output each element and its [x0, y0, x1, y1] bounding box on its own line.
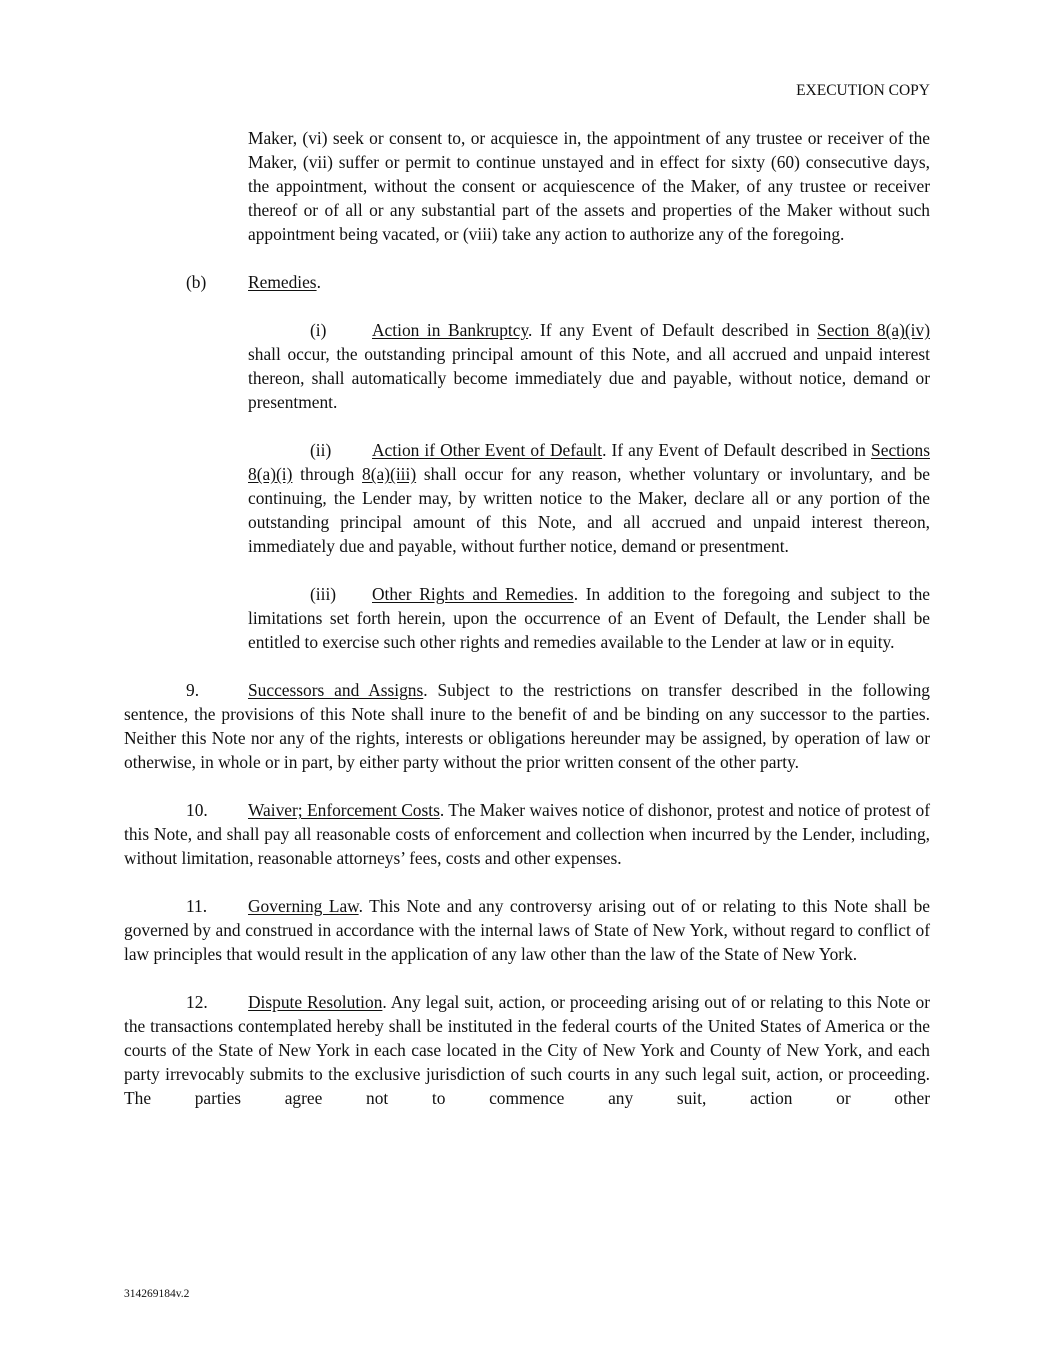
section-text: . Subject to the restrictions on transfer described in the following sentence, the provisions of this Note shall inure to the benefit of and be binding on any successor to the parties. Neither this Note nor any of the rights, interests or obligations hereunder may be assigned, by operation of law or otherwise, in whole or in part, by either party without the prior written consent of the other party. — [124, 680, 930, 772]
section-number: 11. — [186, 896, 208, 916]
remedy-text: shall occur, the outstanding principal amount of this Note, and all accrued and unpaid interest thereon, shall automatically become immediately due and payable, without notice, demand or presentment. — [248, 344, 930, 412]
section-title: Waiver; Enforcement Costs — [248, 800, 440, 820]
remedy-text: shall occur for any reason, whether voluntary or involuntary, and be continuing, the Lender may, by written notice to the Maker, declare all or any portion of the outstanding principal amount of this Note, and all accrued and unpaid interest thereon, immediately due and payable, without further notice, demand or presentment. — [248, 464, 931, 556]
remedy-marker: (iii) — [310, 584, 337, 604]
section-reference: 8(a)(iii) — [362, 464, 417, 484]
section-title: Governing Law — [248, 896, 359, 916]
remedy-title: Action in Bankruptcy — [372, 320, 529, 340]
remedy-text: . If any Event of Default described in — [602, 440, 872, 460]
section-number: 9. — [186, 680, 200, 700]
section-text: . Any legal suit, action, or proceeding arising out of or relating to this Note or the transactions contemplated hereby shall be instituted in the federal courts of the United States of America or the courts of the State of New York in each case located in the City of New York and County of New York, and each party irrevocably submits to the exclusive jurisdiction of such courts in any such legal suit, action, or proceeding. The parties agree not to commence any suit, action or other — [124, 992, 930, 1108]
document-body — [124, 126, 930, 1134]
section-b-title-suffix: . — [316, 272, 321, 292]
section-number: 10. — [186, 800, 208, 820]
document-id-footer: 314269184v.2 — [124, 1288, 190, 1300]
section-text: . The Maker waives notice of dishonor, protest and notice of protest of this Note, and shall pay all reasonable costs of enforcement and collection when incurred by the Lender, including, without limitation, reasonable attorneys’ fees, costs and other expenses. — [124, 800, 930, 868]
section-text: . This Note and any controversy arising out of or relating to this Note shall be governed by and construed in accordance with the internal laws of State of New York, without regard to conflict of law principles that would result in the application of any law other than the law of the State of New York. — [124, 896, 930, 964]
remedy-item-i — [248, 318, 930, 414]
section-12-dispute-resolution — [124, 990, 930, 1110]
section-11-governing-law — [124, 894, 930, 966]
section-reference: Section 8(a)(iv) — [817, 320, 930, 340]
remedy-text: through — [292, 464, 363, 484]
remedy-title: Action if Other Event of Default — [372, 440, 603, 460]
remedies-block — [248, 318, 930, 654]
section-title: Successors and Assigns — [248, 680, 424, 700]
section-number: 12. — [186, 992, 208, 1012]
remedy-text: . In addition to the foregoing and subject to the limitations set forth herein, upon the occurrence of an Event of Default, the Lender shall be entitled to exercise such other rights and remedies available to the Lender at law or in equity. — [248, 584, 931, 652]
section-10-waiver — [124, 798, 930, 870]
remedy-marker: (ii) — [310, 440, 332, 460]
remedy-marker: (i) — [310, 320, 327, 340]
remedy-title: Other Rights and Remedies — [372, 584, 574, 604]
section-b-heading — [186, 270, 930, 294]
execution-copy-header: EXECUTION COPY — [796, 82, 930, 99]
continuation-block — [248, 126, 930, 246]
section-b-title: Remedies — [248, 272, 317, 292]
section-b-marker: (b) — [186, 272, 207, 292]
section-reference: Sections 8(a)(i) — [248, 440, 930, 484]
continuation-paragraph: Maker, (vi) seek or consent to, or acquiesce in, the appointment of any trustee or receiver of the Maker, (vii) suffer or permit to continue unstayed and in effect for sixty (60) consecutive days, the appointment, without the consent or acquiescence of the Maker, of any trustee or receiver thereof or of all or any substantial part of the assets and properties of the Maker without such appointment being vacated, or (viii) take any action to authorize any of the foregoing. — [248, 128, 930, 244]
remedy-item-ii — [248, 438, 930, 558]
section-9-successors — [124, 678, 930, 774]
remedy-item-iii — [248, 582, 930, 654]
remedy-text: . If any Event of Default described in — [528, 320, 818, 340]
section-title: Dispute Resolution — [248, 992, 383, 1012]
